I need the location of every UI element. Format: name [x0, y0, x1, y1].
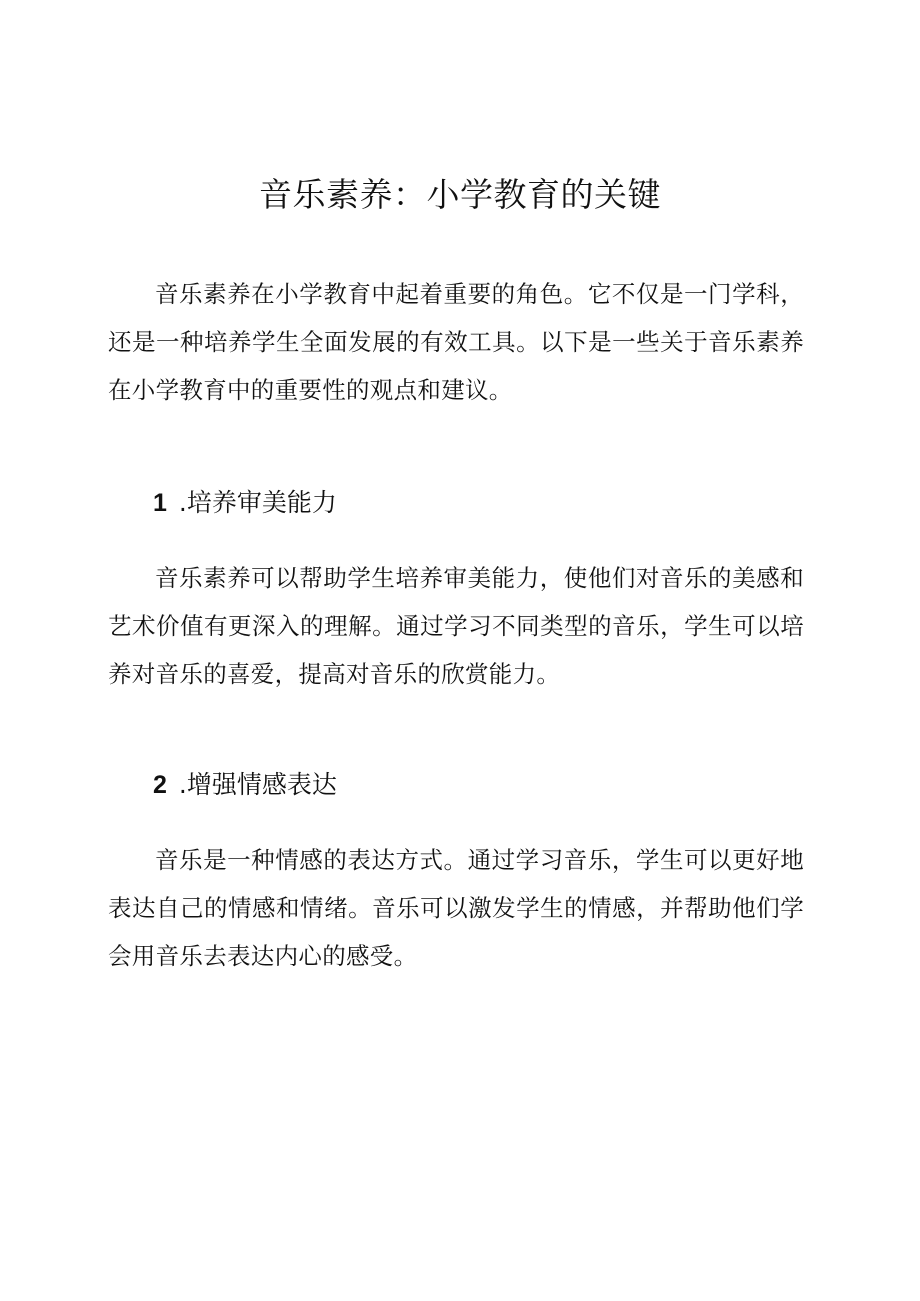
intro-paragraph: 音乐素养在小学教育中起着重要的角色。它不仅是一门学科，还是一种培养学生全面发展的有效工具。以下是一些关于音乐素养在小学教育中的重要性的观点和建议。 — [108, 280, 804, 404]
section-1-heading — [153, 483, 337, 523]
section-2-heading — [153, 765, 337, 805]
section-2-number: 2 — [153, 771, 167, 799]
section-1-title: .培养审美能力 — [178, 488, 337, 517]
document-title: 音乐素养：小学教育的关键 — [259, 175, 661, 214]
section-1-paragraph: 音乐素养可以帮助学生培养审美能力，使他们对音乐的美感和艺术价值有更深入的理解。通过学习不同类型的音乐，学生可以培养对音乐的喜爱，提高对音乐的欣赏能力。 — [108, 564, 804, 688]
section-2-paragraph: 音乐是一种情感的表达方式。通过学习音乐，学生可以更好地表达自己的情感和情绪。音乐可以激发学生的情感，并帮助他们学会用音乐去表达内心的感受。 — [108, 846, 804, 970]
section-1-number: 1 — [153, 489, 167, 517]
section-2-title: .增强情感表达 — [178, 770, 337, 799]
